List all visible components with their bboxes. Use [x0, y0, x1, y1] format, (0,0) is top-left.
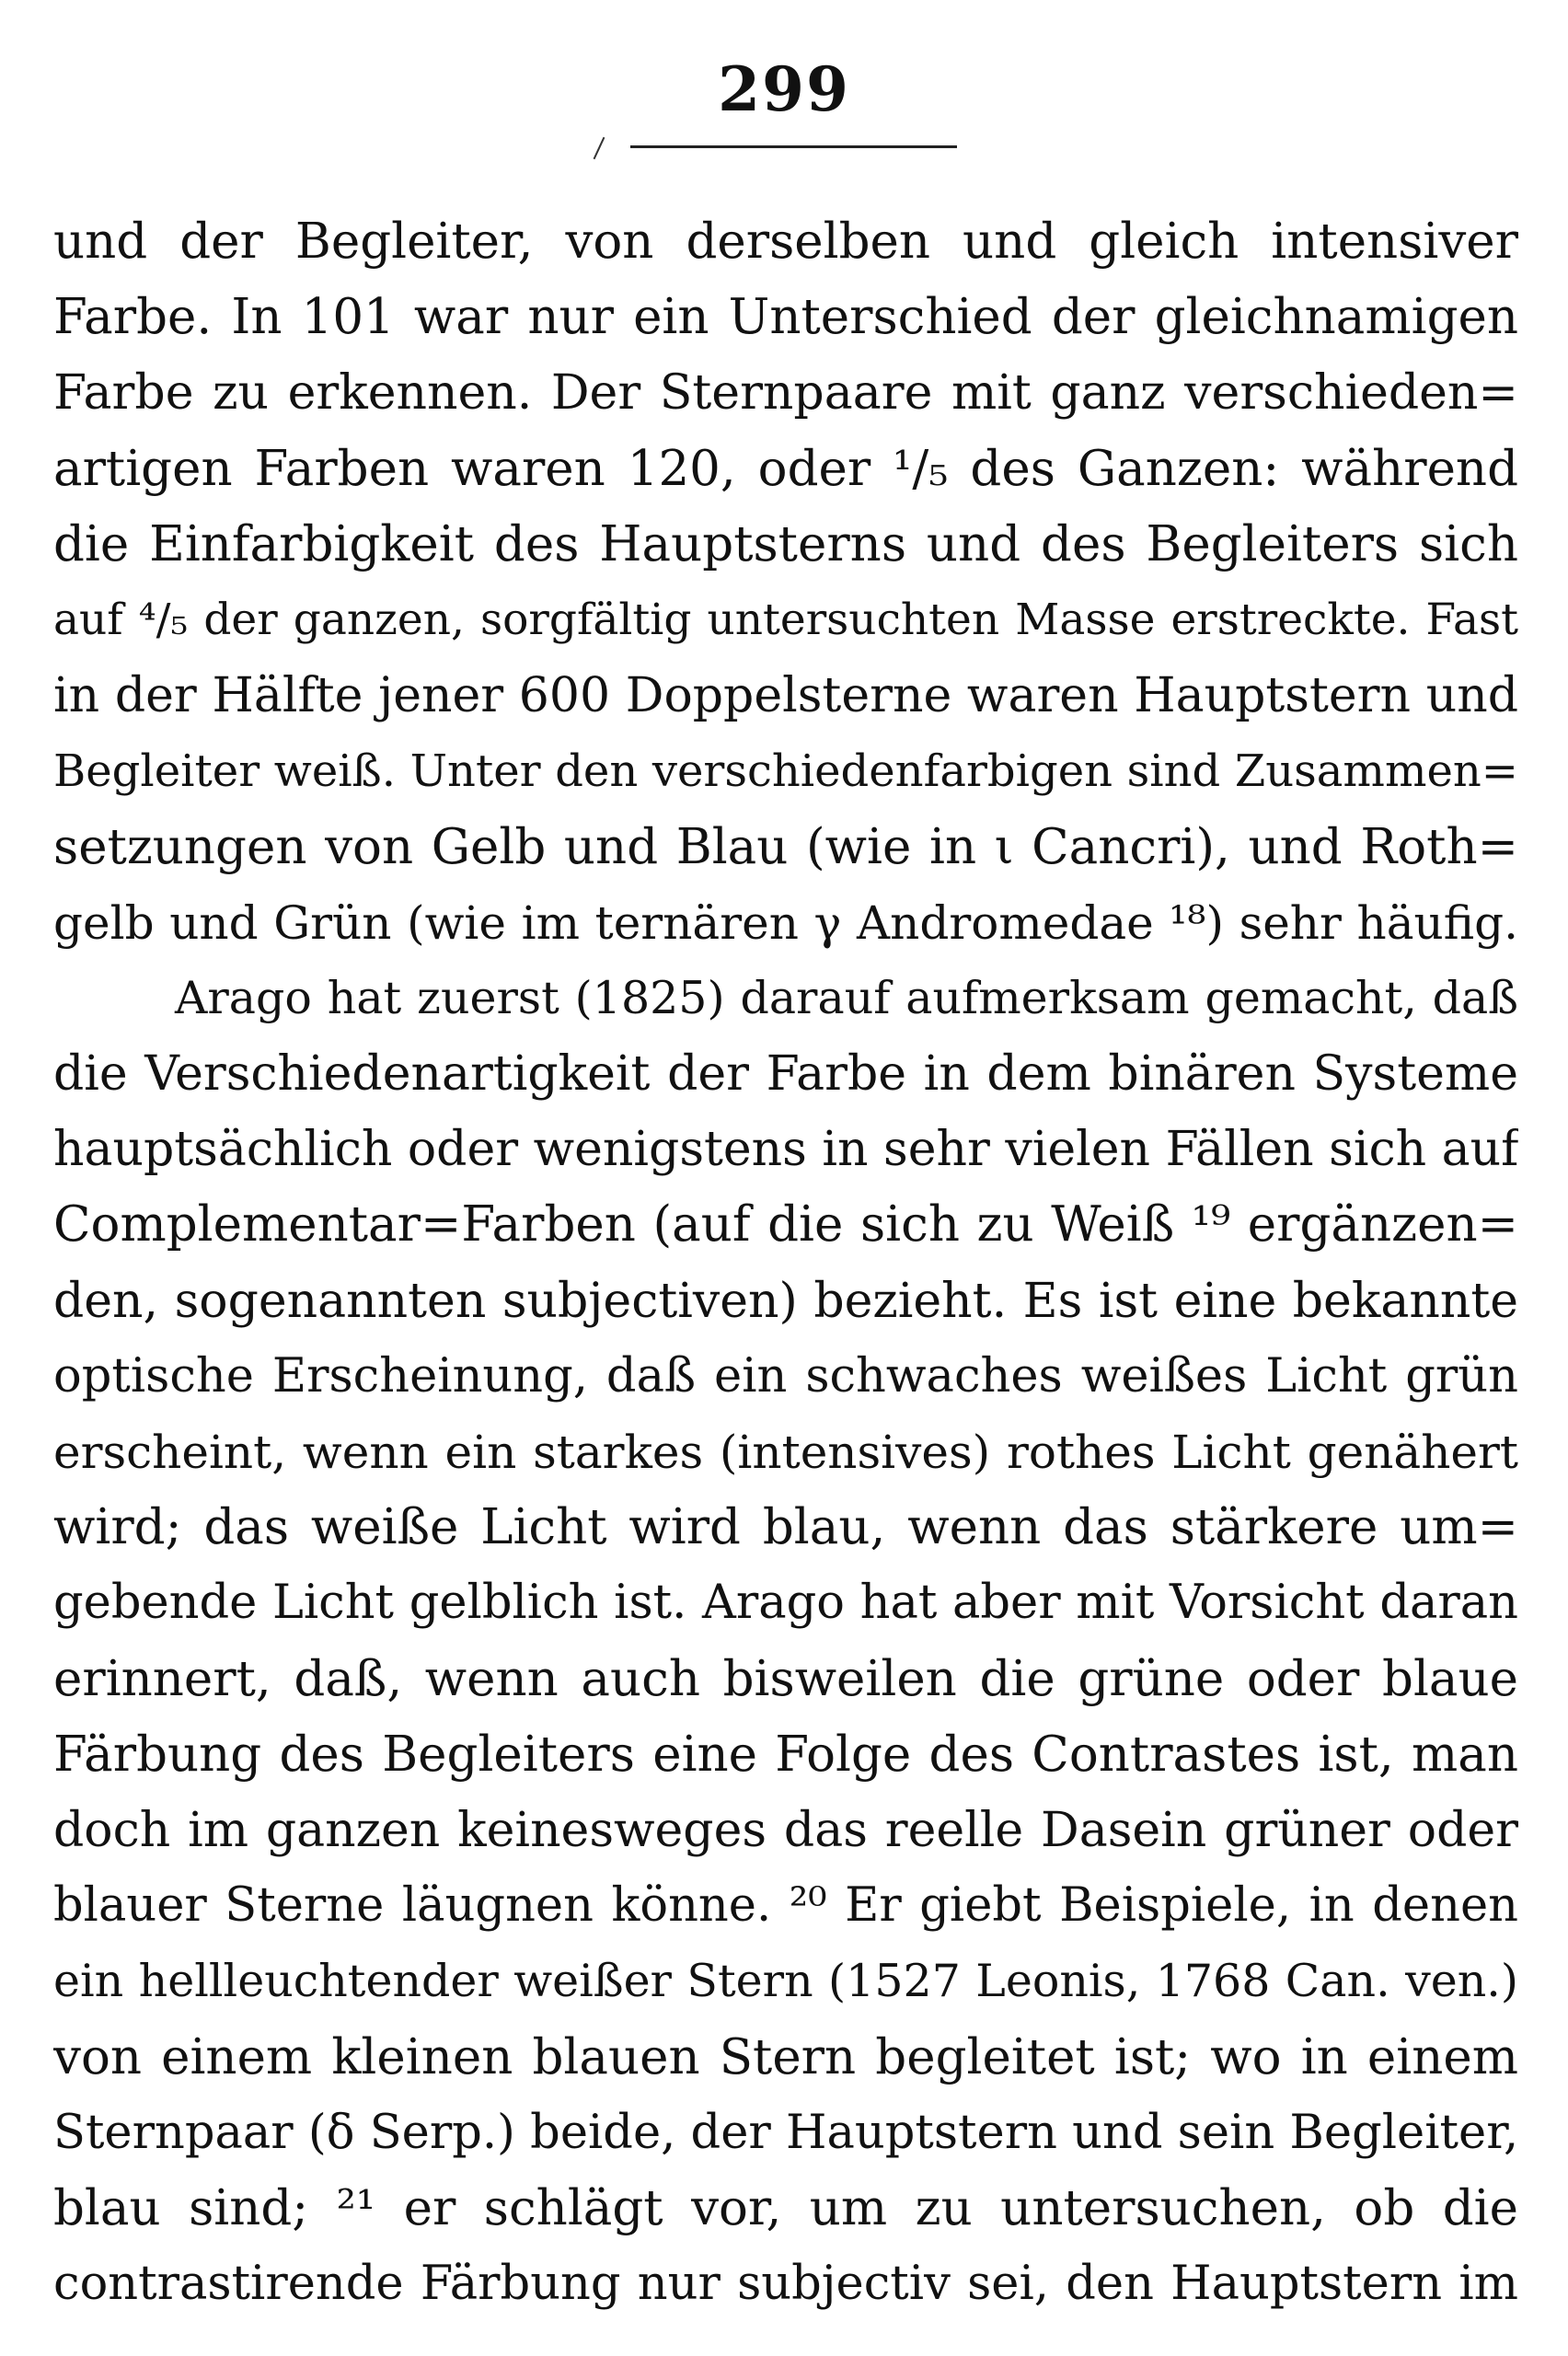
text-line: Complementar=Farben (auf die sich zu Weiß ¹⁹ ergänzen= — [53, 1196, 1518, 1253]
text-line: setzungen von Gelb und Blau (wie in ι Cancri), und Roth= — [53, 818, 1518, 875]
body-text — [53, 204, 1518, 2322]
page-number: 299 — [718, 53, 850, 125]
text-line: die Verschiedenartigkeit der Farbe in dem binären Systeme — [53, 1046, 1518, 1103]
text-line: die Einfarbigkeit des Hauptsterns und des Begleiters sich — [53, 515, 1518, 572]
text-line: blauer Sterne läugnen könne. ²⁰ Er giebt Beispiele, in denen — [53, 1878, 1518, 1934]
text-line: erscheint, wenn ein starkes (intensives) rothes Licht genähert — [53, 1426, 1518, 1479]
text-line: Sternpaar (δ Serp.) beide, der Hauptstern und sein Begleiter, — [53, 2105, 1518, 2160]
text-line: optische Erscheinung, daß ein schwaches weißes Licht grün — [53, 1348, 1518, 1403]
text-line: in der Hälfte jener 600 Doppelsterne waren Hauptstern und — [53, 668, 1518, 724]
text-line: Färbung des Begleiters eine Folge des Contrastes ist, man — [53, 1726, 1518, 1783]
header-rule-mark — [594, 137, 605, 159]
text-line: Begleiter weiß. Unter den verschiedenfarbigen sind Zusammen= — [53, 745, 1518, 798]
text-line: Farbe zu erkennen. Der Sternpaare mit ganz verschieden= — [53, 365, 1518, 422]
text-line: hauptsächlich oder wenigstens in sehr vielen Fällen sich auf — [53, 1122, 1518, 1178]
header-rule — [630, 145, 957, 148]
text-line: gebende Licht gelblich ist. Arago hat aber mit Vorsicht daran — [53, 1576, 1518, 1631]
text-line: artigen Farben waren 120, oder ¹/₅ des Ganzen: während — [53, 440, 1518, 497]
text-line: ein hellleuchtender weißer Stern (1527 Leonis, 1768 Can. ven.) — [53, 1955, 1518, 2008]
text-line: den, sogenannten subjectiven) bezieht. Es ist eine bekannte — [53, 1273, 1518, 1329]
text-line: von einem kleinen blauen Stern begleitet ist; wo in einem — [53, 2028, 1518, 2085]
text-line: Farbe. In 101 war nur ein Unterschied der gleichnamigen — [53, 289, 1518, 346]
text-line: contrastirende Färbung nur subjectiv sei, den Hauptstern im — [53, 2257, 1518, 2312]
text-line: gelb und Grün (wie im ternären γ Andromedae ¹⁸) sehr häufig. — [53, 895, 1518, 950]
text-line: erinnert, daß, wenn auch bisweilen die grüne oder blaue — [53, 1650, 1518, 1707]
text-line: und der Begleiter, von derselben und gleich intensiver — [53, 214, 1518, 270]
text-line: Arago hat zuerst (1825) darauf aufmerksam gemacht, daß — [175, 971, 1518, 1024]
text-line: doch im ganzen keinesweges das reelle Dasein grüner oder — [53, 1802, 1518, 1858]
text-line: blau sind; ²¹ er schlägt vor, um zu untersuchen, ob die — [53, 2179, 1518, 2236]
text-line: auf ⁴/₅ der ganzen, sorgfältig untersuchten Masse erstreckte. Fast — [53, 594, 1518, 645]
text-line: wird; das weiße Licht wird blau, wenn das stärkere um= — [53, 1499, 1518, 1556]
